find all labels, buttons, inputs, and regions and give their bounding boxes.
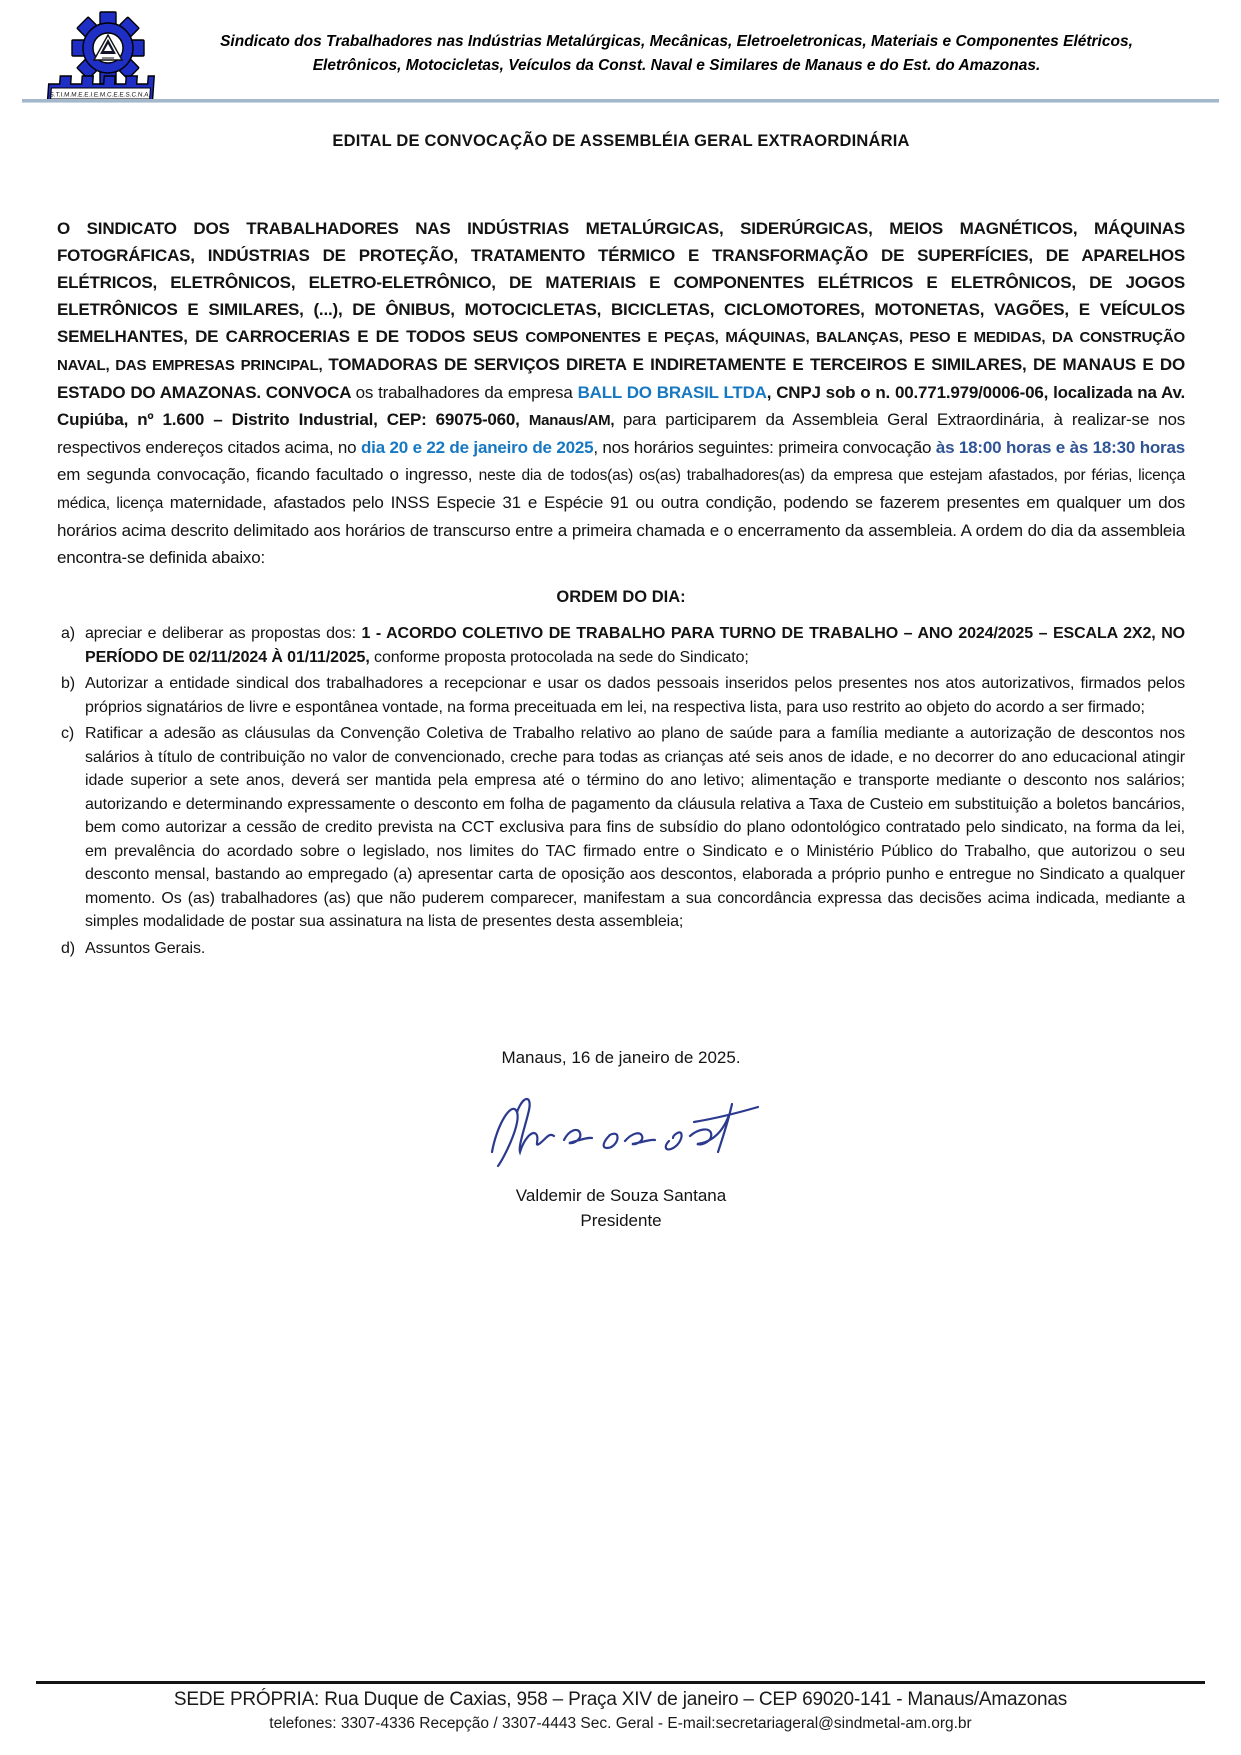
- item-marker: b): [61, 675, 76, 692]
- signer-name: Valdemir de Souza Santana: [515, 1186, 727, 1205]
- main-paragraph: [57, 215, 1185, 571]
- logo-acronym: S.T.I.M.M.E.E.I.E.M.C.E.E.S.C.N.A.: [49, 91, 151, 99]
- order-item-c: [57, 722, 1185, 934]
- item-segment: 1 - ACORDO COLETIVO DE TRABALHO PARA TURNO DE TRABALHO – ANO 2024/2025 – ESCALA 2X2, NO PERÍODO DE 02/11/2024 À 01/11/2025,: [85, 625, 1185, 666]
- paragraph-segment: , CNPJ sob o n. 00.771.979/0006-06, localizada na Av. Cupiúba, nº 1.600 – Distrito Industrial, CEP: 69075-060,: [57, 383, 1185, 429]
- order-item-a: [57, 622, 1185, 669]
- page-footer: [0, 1681, 1241, 1733]
- paragraph-segment: neste dia de todos(as) os(as) trabalhadores(as) da empresa que estejam afastados, por férias, licença médica, licença: [57, 467, 1185, 512]
- item-segment: Ratificar a adesão as cláusulas da Convenção Coletiva de Trabalho relativo ao plano de saúde para a família mediante a autorização de descontos nos salários à título de contribuição no valor de convencionado, creche para todas as crianças até seis anos de idade, e no decorrer do ano educacional atingir idade superior a sete anos, deverá ser mantida pela empresa até o término do ano letivo; alimentação e transporte mediante o desconto nos salários; autorizando e determinando expressamente o desconto em folha de pagamento da cláusula relativa a Taxa de Custeio em substituição a boletos bancários, bem como autorizar a cessão de credito prevista na CCT exclusiva para fins de subsídio do plano odontológico contratado pelo sindicato, na forma da lei, em prevalência do acordado sobre o legislado, nos limites do TAC firmado entre o Sindicato e o Ministério Público do Trabalho, que autorizou o seu desconto mensal, bastando ao empregado (a) apresentar carta de oposição aos descontos, elaborada a próprio punho e entregue no Sindicato a qualquer momento. Os (as) trabalhadores (as) que não puderem comparecer, manifestam a sua concordância expressa das decisões acima indicada, mediante a simples modalidade de postar sua assinatura na lista de presentes desta assembleia;: [85, 725, 1185, 930]
- document-title: EDITAL DE CONVOCAÇÃO DE ASSEMBLÉIA GERAL EXTRAORDINÁRIA: [332, 132, 910, 150]
- assembly-dates: dia 20 e 22 de janeiro de 2025: [360, 438, 594, 457]
- paragraph-segment: COMPONENTES E PEÇAS, MÁQUINAS, BALANÇAS, PESO E MEDIDAS, DA CONSTRUÇÃO NAVAL, DAS EMPRESAS PRINCIPAL,: [57, 329, 1185, 374]
- union-logo-svg: [40, 8, 172, 108]
- order-item-b: [57, 672, 1185, 719]
- signer-role: Presidente: [580, 1211, 662, 1230]
- footer-address: SEDE PRÓPRIA: Rua Duque de Caxias, 958 – Praça XIV de janeiro – CEP 69020-141 - Manaus/Amazonas: [173, 1689, 1068, 1710]
- item-text: [85, 940, 205, 957]
- company-name: BALL DO BRASIL LTDA: [577, 383, 767, 402]
- item-marker: d): [61, 939, 76, 957]
- item-marker: a): [61, 625, 76, 642]
- paragraph-segment: TOMADORAS DE SERVIÇOS DIRETA E INDIRETAMENTE E TERCEIROS E SIMILARES, DE MANAUS E DO ESTADO DO AMAZONAS. CONVOCA: [57, 355, 1185, 402]
- date-line: Manaus, 16 de janeiro de 2025.: [501, 1048, 741, 1067]
- paragraph-segment: em segunda convocação, ficando facultado o ingresso,: [57, 465, 479, 484]
- paragraph-segment: maternidade, afastados pelo INSS Especie 31 e Espécie 91 ou outra condição, podendo se fazerem presentes em qualquer um dos horários acima descrito delimitado aos horários de transcurso entre a primeira chamada e o encerramento da assembleia. A ordem do dia da assembleia encontra-se definida abaixo:: [57, 493, 1186, 567]
- signature-block: [57, 1090, 1185, 1231]
- order-list: [57, 622, 1185, 960]
- paragraph-segment: para participarem da Assembleia Geral Extraordinária, à realizar-se nos respectivos endereços citados acima, no: [57, 410, 1185, 457]
- item-segment: Assuntos Gerais.: [85, 939, 206, 957]
- order-heading: ORDEM DO DIA:: [556, 588, 686, 606]
- org-name: [172, 8, 1201, 78]
- item-marker: c): [61, 725, 75, 742]
- assembly-hours: às 18:00 horas e às 18:30 horas: [935, 438, 1185, 457]
- paragraph-segment: , nos horários seguintes: primeira convocação: [593, 438, 936, 457]
- paragraph-segment: Manaus/AM,: [528, 412, 623, 429]
- org-name-line1: Sindicato dos Trabalhadores nas Indústrias Metalúrgicas, Mecânicas, Eletroeletronicas, Materiais e Componentes Elétricos,: [220, 33, 1133, 50]
- document-body: [57, 132, 1185, 1231]
- item-text: [85, 625, 1185, 666]
- footer-divider: [36, 1681, 1205, 1684]
- item-segment: conforme proposta protocolada na sede do Sindicato;: [369, 648, 749, 666]
- item-text: [85, 725, 1185, 930]
- paragraph-segment: O SINDICATO DOS TRABALHADORES NAS INDÚSTRIAS METALÚRGICAS, SIDERÚRGICAS, MEIOS MAGNÉTICOS, MÁQUINAS FOTOGRÁFICAS, INDÚSTRIAS DE PROTEÇÃO, TRATAMENTO TÉRMICO E TRANSFORMAÇÃO DE SUPERFÍCIES, DE APARELHOS ELÉTRICOS, ELETRÔNICOS, ELETRO-ELETRÔNICO, DE MATERIAIS E COMPONENTES ELÉTRICOS E ELETRÔNICOS, DE JOGOS ELETRÔNICOS E SIMILARES, (...), DE ÔNIBUS, MOTOCICLETAS, BICICLETAS, CICLOMOTORES, MOTONETAS, VAGÕES, E VEÍCULOS SEMELHANTES, DE CARROCERIAS E DE TODOS SEUS: [57, 219, 1185, 346]
- letterhead: [40, 8, 1201, 113]
- item-segment: apreciar e deliberar as propostas dos:: [85, 625, 362, 642]
- item-segment: Autorizar a entidade sindical dos trabalhadores a recepcionar e usar os dados pessoais inseridos pelos presentes nos atos autorizativos, firmados pelos próprios signatários de livre e espontânea vontade, na forma preceituada em lei, na respectiva lista, para uso restrito ao objeto do acordo a ser firmado;: [85, 675, 1185, 716]
- signature-handwriting: [466, 1090, 776, 1186]
- footer-contacts: telefones: 3307-4336 Recepção / 3307-4443 Sec. Geral - E-mail:secretariageral@sindmetal-am.org.br: [269, 1715, 972, 1732]
- union-logo: [40, 8, 172, 113]
- paragraph-segment: os trabalhadores da empresa: [355, 383, 578, 402]
- order-item-d: [57, 937, 1185, 961]
- item-text: [85, 675, 1185, 716]
- mountain-emblem-icon: [93, 33, 123, 63]
- header-divider: [22, 99, 1219, 103]
- org-name-line2: Eletrônicos, Motocicletas, Veículos da Const. Naval e Similares de Manaus e do Est. do Amazonas.: [312, 57, 1041, 74]
